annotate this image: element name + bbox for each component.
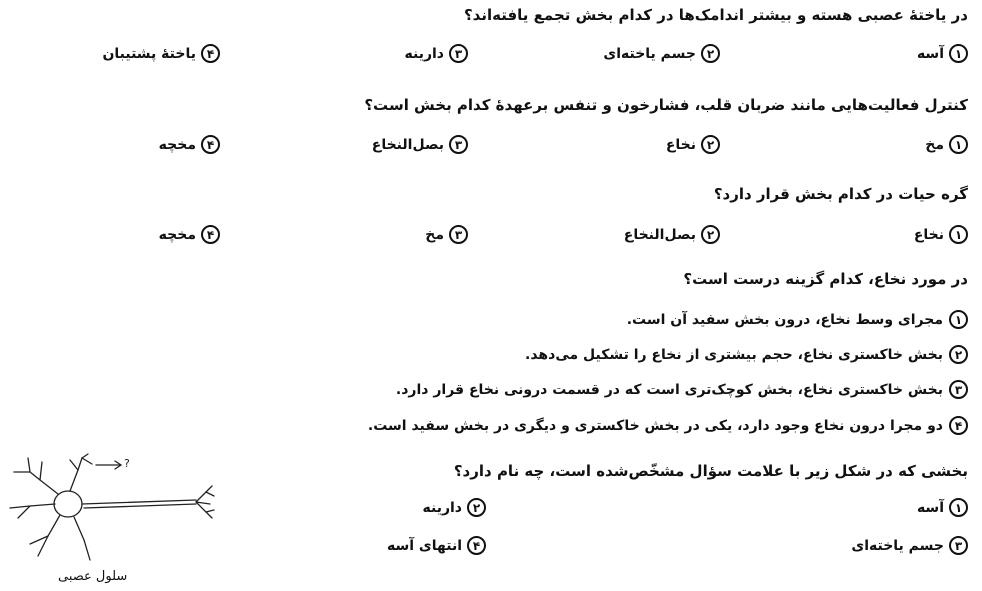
q4-option-1[interactable] bbox=[627, 310, 968, 329]
option-number-badge: ۲ bbox=[467, 498, 486, 517]
option-label: نخاع bbox=[665, 136, 696, 153]
option-label: مخ bbox=[925, 136, 944, 153]
option-number-badge: ۴ bbox=[949, 416, 968, 435]
option-number-badge: ۴ bbox=[201, 135, 220, 154]
q2-option-4[interactable] bbox=[159, 135, 220, 154]
option-label: دارینه bbox=[422, 499, 462, 516]
option-number-badge: ۴ bbox=[201, 44, 220, 63]
option-label: آسه bbox=[916, 45, 944, 62]
option-number-badge: ۲ bbox=[701, 135, 720, 154]
option-number-badge: ۱ bbox=[949, 44, 968, 63]
q3-option-2[interactable] bbox=[624, 225, 720, 244]
option-label: مخ bbox=[425, 226, 444, 243]
question-4-text: در مورد نخاع، کدام گزینه درست است؟ bbox=[683, 270, 968, 288]
option-label: بخش خاکستری نخاع، حجم بیشتری از نخاع را تشکیل می‌دهد. bbox=[525, 346, 943, 363]
q4-option-2[interactable] bbox=[525, 345, 968, 364]
q5-option-2[interactable] bbox=[422, 498, 486, 517]
q3-option-4[interactable] bbox=[159, 225, 220, 244]
question-5-text: بخشی که در شکل زیر با علامت سؤال مشخّص‌شده است، چه نام دارد؟ bbox=[453, 462, 968, 480]
q4-option-4[interactable] bbox=[368, 416, 968, 435]
option-label: مخچه bbox=[158, 136, 196, 153]
q2-option-2[interactable] bbox=[666, 135, 720, 154]
q1-option-4[interactable] bbox=[102, 44, 220, 63]
option-number-badge: ۳ bbox=[449, 225, 468, 244]
option-label: جسم یاخته‌ای bbox=[603, 45, 696, 62]
q3-option-3[interactable] bbox=[425, 225, 468, 244]
q1-option-1[interactable] bbox=[917, 44, 968, 63]
figure-caption: سلول عصبی bbox=[58, 569, 128, 584]
option-label: دارینه bbox=[404, 45, 444, 62]
option-number-badge: ۳ bbox=[449, 44, 468, 63]
option-number-badge: ۱ bbox=[949, 135, 968, 154]
question-1-text: در یاختهٔ عصبی هسته و بیشتر اندامک‌ها در کدام بخش تجمع یافته‌اند؟ bbox=[463, 6, 968, 24]
option-label: نخاع bbox=[913, 226, 944, 243]
option-number-badge: ۱ bbox=[949, 225, 968, 244]
option-number-badge: ۴ bbox=[467, 536, 486, 555]
q2-option-3[interactable] bbox=[372, 135, 468, 154]
question-3-text: گره حیات در کدام بخش قرار دارد؟ bbox=[713, 185, 968, 203]
q4-option-3[interactable] bbox=[396, 380, 968, 399]
option-label: انتهای آسه bbox=[386, 537, 462, 554]
option-label: یاختهٔ پشتیبان bbox=[102, 45, 196, 62]
question-2-text: کنترل فعالیت‌هایی مانند ضربان قلب، فشارخون و تنفس برعهدهٔ کدام بخش است؟ bbox=[364, 96, 968, 114]
q2-option-1[interactable] bbox=[925, 135, 968, 154]
option-number-badge: ۱ bbox=[949, 498, 968, 517]
q5-option-3[interactable] bbox=[851, 536, 968, 555]
option-label: دو مجرا درون نخاع وجود دارد، یکی در بخش خاکستری و دیگری در بخش سفید است. bbox=[367, 417, 943, 434]
question-mark-label: ? bbox=[124, 457, 130, 470]
option-label: جسم یاخته‌ای bbox=[851, 537, 944, 554]
q1-option-2[interactable] bbox=[603, 44, 720, 63]
option-label: آسه bbox=[916, 499, 944, 516]
q5-option-4[interactable] bbox=[387, 536, 486, 555]
option-label: مجرای وسط نخاع، درون بخش سفید آن است. bbox=[626, 311, 943, 328]
option-label: بخش خاکستری نخاع، بخش کوچک‌تری است که در قسمت درونی نخاع قرار دارد. bbox=[395, 381, 943, 398]
option-label: بصل‌النخاع bbox=[371, 136, 444, 153]
option-label: بصل‌النخاع bbox=[623, 226, 696, 243]
option-number-badge: ۲ bbox=[949, 345, 968, 364]
option-number-badge: ۴ bbox=[201, 225, 220, 244]
q1-option-3[interactable] bbox=[404, 44, 468, 63]
option-number-badge: ۲ bbox=[701, 225, 720, 244]
option-number-badge: ۳ bbox=[949, 380, 968, 399]
option-number-badge: ۳ bbox=[449, 135, 468, 154]
option-label: مخچه bbox=[158, 226, 196, 243]
option-number-badge: ۳ bbox=[949, 536, 968, 555]
option-number-badge: ۲ bbox=[701, 44, 720, 63]
q3-option-1[interactable] bbox=[914, 225, 968, 244]
q5-option-1[interactable] bbox=[917, 498, 968, 517]
option-number-badge: ۱ bbox=[949, 310, 968, 329]
